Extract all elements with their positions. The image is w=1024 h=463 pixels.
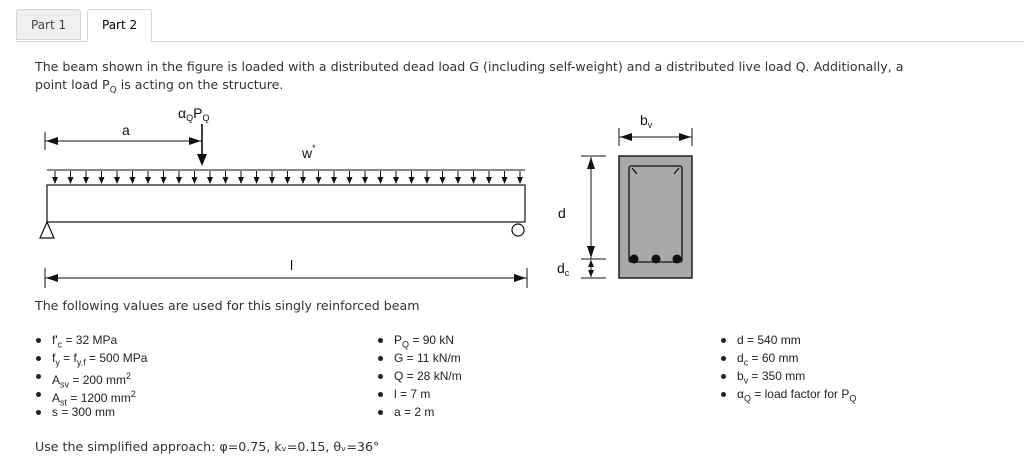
- rebar-2: [652, 255, 661, 264]
- roller-support: [512, 224, 524, 236]
- depth-arrow-top: [587, 157, 595, 169]
- distributed-load-arrowhead: [269, 177, 275, 184]
- distributed-load-arrowhead: [207, 177, 213, 184]
- distributed-load-arrowhead: [409, 177, 415, 184]
- values-list-col-3: [720, 331, 856, 403]
- depth-label: d: [558, 205, 566, 221]
- section-width-label: $b_v$: [640, 112, 653, 130]
- tab-part-1[interactable]: Part 1: [16, 9, 81, 40]
- distributed-load-arrowhead: [285, 177, 291, 184]
- distributed-load-arrowhead: [378, 177, 384, 184]
- distributed-load-arrowhead: [161, 177, 167, 184]
- section-width-arrow-left: [620, 133, 632, 141]
- distributed-load-label: w*: [302, 143, 316, 161]
- value-g: G = 11 kN/m: [377, 349, 462, 367]
- distributed-load-arrowhead: [83, 177, 89, 184]
- tab-part-2[interactable]: Part 2: [87, 9, 152, 42]
- distributed-load-arrowhead: [114, 177, 120, 184]
- distributed-load-arrowhead: [471, 177, 477, 184]
- distributed-load-arrowhead: [331, 177, 337, 184]
- distributed-load-arrowhead: [502, 177, 508, 184]
- value-asv: $A_{sv} = 200$ $mm^2$: [35, 367, 147, 385]
- simplified-approach-note: Use the simplified approach: φ=0.75, kᵥ=0.15, θᵥ=36°: [35, 439, 380, 454]
- rebar-1: [630, 255, 639, 264]
- value-bv: $b_v = 350$ mm: [720, 367, 856, 385]
- point-load-arrowhead: [197, 154, 207, 166]
- dimension-l-arrow-left: [46, 274, 58, 282]
- value-d: d = 540 mm: [720, 331, 856, 349]
- distributed-load-arrowhead: [300, 177, 306, 184]
- distributed-load-arrowhead: [347, 177, 353, 184]
- value-fc: $f'_c = 32$ MPa: [35, 331, 147, 349]
- distributed-load-arrowhead: [316, 177, 322, 184]
- distributed-load-arrowhead: [130, 177, 136, 184]
- value-alphaq: $\alpha_Q$ = load factor for $P_Q$: [720, 385, 856, 403]
- value-q: Q = 28 kN/m: [377, 367, 462, 385]
- distributed-load-arrowhead: [362, 177, 368, 184]
- distributed-load-arrowhead: [440, 177, 446, 184]
- distributed-load-arrowhead: [517, 177, 523, 184]
- values-list-col-2: [377, 331, 462, 421]
- distributed-load-arrowhead: [176, 177, 182, 184]
- value-fy: $f_y = f_{y.f} = 500$ MPa: [35, 349, 147, 367]
- cover-arrow-bottom: [588, 270, 594, 277]
- value-l: l = 7 m: [377, 385, 462, 403]
- intro-pq-sub: Q: [109, 85, 117, 96]
- distributed-load-arrowhead: [192, 177, 198, 184]
- intro-pq-text: point load P: [35, 77, 110, 92]
- values-intro: The following values are used for this singly reinforced beam: [35, 298, 420, 313]
- distributed-load-arrowhead: [424, 177, 430, 184]
- distributed-load-arrowhead: [455, 177, 461, 184]
- dimension-a-label: a: [122, 122, 130, 138]
- value-a: a = 2 m: [377, 403, 462, 421]
- distributed-load-arrowhead: [223, 177, 229, 184]
- cover-label: $d_c$: [557, 260, 570, 278]
- value-s: s = 300 mm: [35, 403, 147, 421]
- value-dc: $d_c = 60$ mm: [720, 349, 856, 367]
- value-ast: $A_{st} = 1200$ $mm^2$: [35, 385, 147, 403]
- values-list-col-1: [35, 331, 147, 421]
- intro-line-2-end: is acting on the structure.: [116, 77, 284, 92]
- rebar-3: [673, 255, 682, 264]
- point-load-label: $\alpha_QP_Q$: [178, 105, 210, 123]
- cover-arrow-top: [588, 260, 594, 267]
- beam-body: [47, 185, 525, 222]
- dimension-a-arrow-left: [46, 137, 58, 145]
- distributed-load-arrowhead: [99, 177, 105, 184]
- value-pq: $P_Q = 90$ kN: [377, 331, 462, 349]
- intro-line-1: The beam shown in the figure is loaded with a distributed dead load G (including self-weight) and a distributed live load Q. Additionally, a: [35, 59, 904, 74]
- depth-arrow-bottom: [587, 246, 595, 258]
- distributed-load-arrowhead: [238, 177, 244, 184]
- distributed-load-arrowhead: [68, 177, 74, 184]
- dimension-l-arrow-right: [514, 274, 526, 282]
- distributed-load-arrowhead: [254, 177, 260, 184]
- distributed-load-arrows: [52, 171, 523, 184]
- distributed-load-arrowhead: [145, 177, 151, 184]
- distributed-load-arrowhead: [52, 177, 58, 184]
- dimension-l-label: l: [290, 257, 294, 273]
- pin-support: [40, 222, 54, 238]
- distributed-load-arrowhead: [393, 177, 399, 184]
- dimension-a-arrow-right: [189, 137, 201, 145]
- distributed-load-arrowhead: [486, 177, 492, 184]
- section-width-arrow-right: [679, 133, 691, 141]
